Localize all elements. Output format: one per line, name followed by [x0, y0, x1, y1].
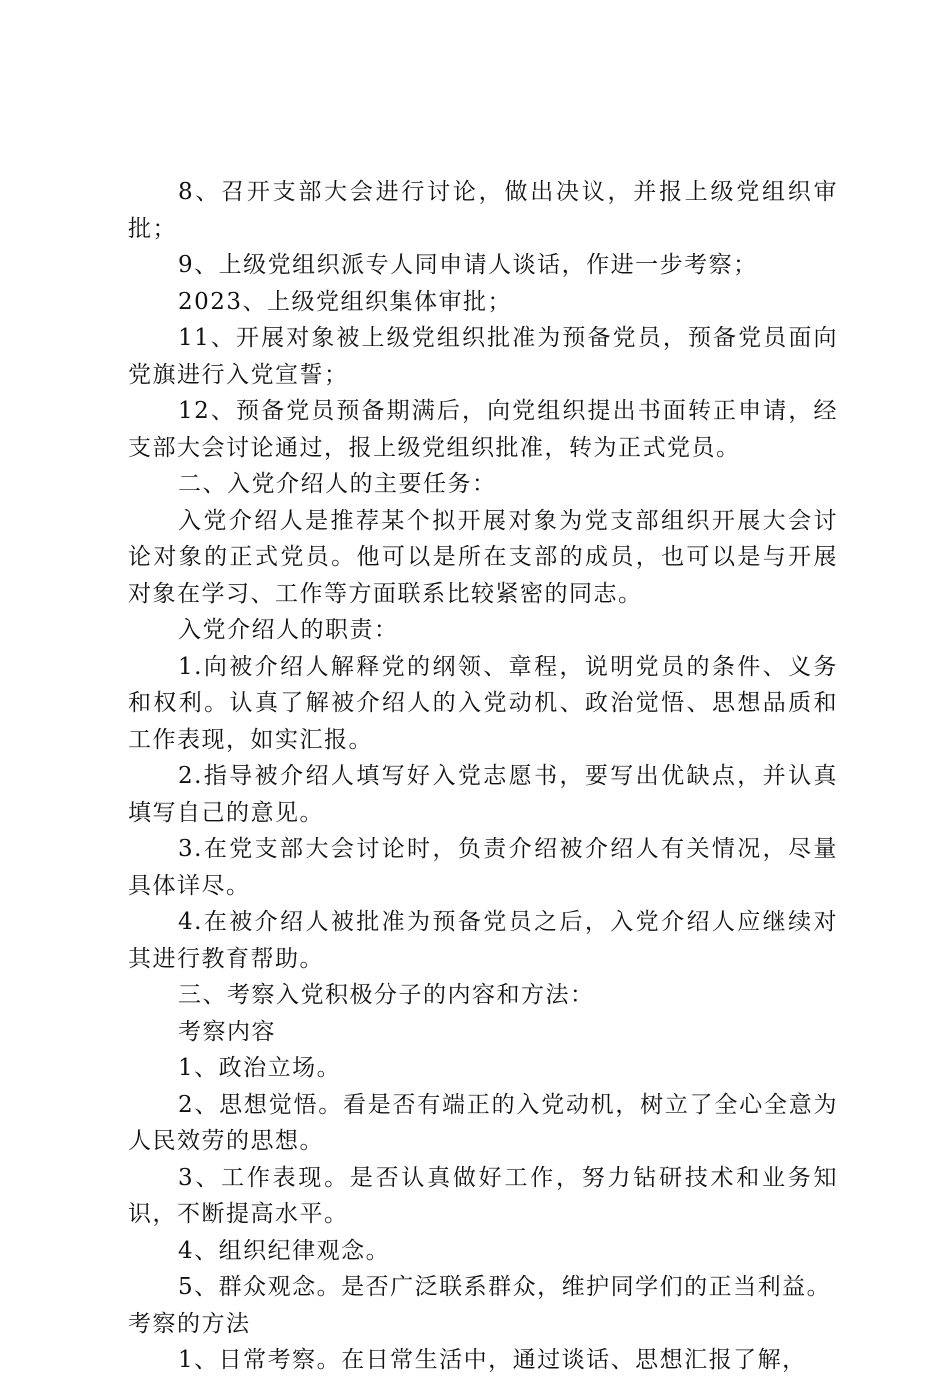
duty-item-2: 2.指导被介绍人填写好入党志愿书，要写出优缺点，并认真填写自己的意见。: [128, 763, 838, 826]
section-heading-2: 二、入党介绍人的主要任务：: [178, 471, 497, 497]
subheading-inspection-method: 考察的方法: [128, 1310, 251, 1337]
content-item-2: 2、思想觉悟。看是否有端正的入党动机，树立了全心全意为人民效劳的思想。: [128, 1091, 838, 1154]
subheading-inspection-content: 考察内容: [178, 1018, 276, 1045]
paragraph-introducer-definition: 入党介绍人是推荐某个拟开展对象为党支部组织开展大会讨论对象的正式党员。他可以是所在支部的成员，也可以是与开展对象在学习、工作等方面联系比较紧密的同志。: [128, 507, 838, 607]
paragraph-step-10: 2023、上级党组织集体审批；: [178, 288, 513, 315]
content-item-3: 3、工作表现。是否认真做好工作，努力钻研技术和业务知识，不断提高水平。: [128, 1164, 838, 1227]
method-item-1: 1、日常考察。在日常生活中，通过谈话、思想汇报了解，: [178, 1347, 807, 1373]
subheading-introducer-duties: 入党介绍人的职责：: [178, 617, 399, 643]
duty-item-3: 3.在党支部大会讨论时，负责介绍被介绍人有关情况，尽量具体详尽。: [128, 836, 838, 899]
paragraph-step-8: 8、召开支部大会进行讨论，做出决议，并报上级党组织审批；: [128, 179, 838, 242]
content-item-5: 5、群众观念。是否广泛联系群众，维护同学们的正当利益。: [178, 1274, 832, 1300]
paragraph-step-9: 9、上级党组织派专人同申请人谈话，作进一步考察；: [178, 252, 758, 278]
duty-item-4: 4.在被介绍人被批准为预备党员之后，入党介绍人应继续对其进行教育帮助。: [128, 909, 838, 972]
content-item-1: 1、政治立场。: [178, 1055, 342, 1081]
section-heading-3: 三、考察入党积极分子的内容和方法：: [178, 982, 595, 1008]
content-item-4: 4、组织纪律观念。: [178, 1237, 391, 1264]
paragraph-step-11: 11、开展对象被上级党组织批准为预备党员，预备党员面向党旗进行入党宣誓；: [128, 325, 838, 388]
paragraph-step-12: 12、预备党员预备期满后，向党组织提出书面转正申请，经支部大会讨论通过，报上级党组织批准，转为正式党员。: [128, 398, 838, 461]
duty-item-1: 1.向被介绍人解释党的纲领、章程，说明党员的条件、义务和权利。认真了解被介绍人的入党动机、政治觉悟、思想品质和工作表现，如实汇报。: [128, 653, 838, 753]
document-body: [128, 174, 838, 1379]
